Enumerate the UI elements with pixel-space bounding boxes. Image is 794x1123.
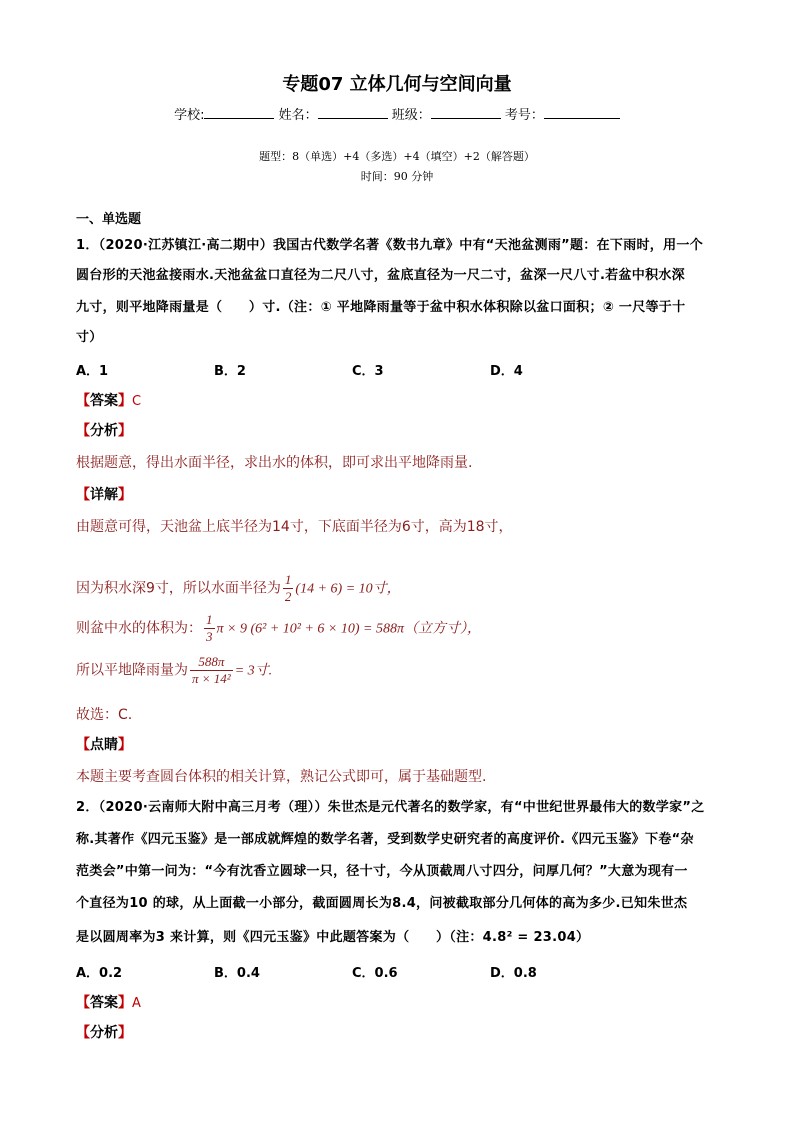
- q1-option-a: A．1: [76, 364, 109, 379]
- q1-answer: 【答案】C: [76, 393, 142, 409]
- q2-line-4: 个直径为10 的球，从上面截一小部分，截面圆周长为8.4，问被截取部分几何体的高为多少.已知朱世杰: [76, 896, 688, 911]
- page-title: 专题07 立体几何与空间向量: [282, 74, 512, 95]
- q2-line-5: 是以圆周率为3 来计算，则《四元玉鉴》中此题答案为（ ）（注：4.8² = 23.04）: [76, 930, 590, 945]
- analysis-tag: 分析: [90, 423, 118, 439]
- detail-3-formula: π × 9 (6² + 10² + 6 × 10) = 588π（立方寸），: [216, 621, 481, 637]
- fraction-half: [283, 572, 294, 605]
- class-blank[interactable]: [431, 106, 501, 119]
- fraction-rainfall: [190, 654, 233, 687]
- q2-answer: 【答案】A: [76, 995, 141, 1011]
- q2-option-b: B．0.4: [214, 966, 260, 981]
- q1-detail-line-2: [76, 572, 401, 605]
- answer-tag: 答案: [90, 995, 118, 1011]
- detail-tag: 详解: [90, 487, 118, 503]
- exam-no-label: 考号：: [504, 108, 544, 123]
- q2-option-c: C．0.6: [352, 966, 398, 981]
- fraction-denominator: π × 14²: [192, 671, 231, 686]
- detail-3-text: 则盆中水的体积为：: [76, 620, 202, 637]
- q1-detail-line-3: [76, 612, 481, 645]
- detail-4-formula: = 3寸.: [234, 663, 273, 679]
- q1-answer-value: C: [132, 394, 142, 409]
- q1-line-1: 1．（2020·江苏镇江·高二期中）我国古代数学名著《数书九章》中有“天池盆测雨”题：在下雨时，用一个: [76, 238, 703, 253]
- comment-tag: 点睛: [90, 737, 118, 753]
- q1-detail-heading: 【详解】: [76, 487, 132, 503]
- fraction-denominator: 3: [206, 629, 213, 644]
- school-label: 学校:: [174, 108, 205, 123]
- analysis-tag: 分析: [90, 1025, 118, 1041]
- name-label: 姓名：: [278, 108, 318, 123]
- q1-comment-heading: 【点睛】: [76, 737, 132, 753]
- q2-answer-value: A: [132, 996, 141, 1011]
- q1-analysis-text: 根据题意，得出水面半径，求出水的体积，即可求出平地降雨量.: [76, 455, 473, 471]
- school-blank[interactable]: [204, 106, 274, 119]
- q1-analysis-heading: 【分析】: [76, 423, 132, 439]
- q1-choose: 故选：C.: [76, 707, 133, 723]
- question-types: 题型：8（单选）+4（多选）+4（填空）+2（解答题）: [259, 150, 535, 163]
- student-info-line: [0, 104, 794, 123]
- answer-tag: 答案: [90, 393, 118, 409]
- fraction-numerator: 1: [206, 612, 213, 627]
- q1-detail-line-4: [76, 654, 272, 687]
- fraction-third: [204, 612, 215, 645]
- class-label: 班级：: [391, 108, 431, 123]
- section-title: 一、单选题: [76, 212, 142, 227]
- q2-line-2: 称.其著作《四元玉鉴》是一部成就辉煌的数学名著，受到数学史研究者的高度评价.《四元玉鉴》下卷“杂: [76, 832, 694, 847]
- fraction-numerator: 1: [284, 572, 292, 587]
- q2-option-d: D．0.8: [490, 966, 537, 981]
- name-blank[interactable]: [318, 106, 388, 119]
- q2-option-a: A．0.2: [76, 966, 123, 981]
- q2-analysis-heading: 【分析】: [76, 1025, 132, 1041]
- exam-no-blank[interactable]: [544, 106, 620, 119]
- fraction-numerator: 588π: [190, 654, 233, 671]
- q1-comment-text: 本题主要考查圆台体积的相关计算，熟记公式即可，属于基础题型.: [76, 769, 487, 785]
- detail-2-formula: (14 + 6) = 10寸，: [295, 581, 401, 597]
- q1-line-2: 圆台形的天池盆接雨水.天池盆盆口直径为二尺八寸，盆底直径为一尺二寸，盆深一尺八寸.若盆中积水深: [76, 268, 685, 283]
- q1-option-c: C．3: [352, 364, 384, 379]
- detail-4-text: 所以平地降雨量为: [76, 662, 188, 679]
- q1-option-b: B．2: [214, 364, 246, 379]
- q1-detail-line-1: 由题意可得，天池盆上底半径为14寸，下底面半径为6寸，高为18寸，: [76, 519, 513, 535]
- exam-time: 时间：90 分钟: [360, 170, 434, 183]
- q1-line-3: 九寸，则平地降雨量是（ ）寸.（注：① 平地降雨量等于盆中积水体积除以盆口面积；② 一尺等于十: [76, 300, 686, 315]
- q1-line-4: 寸）: [76, 330, 103, 345]
- q2-line-1: 2．（2020·云南师大附中高三月考（理））朱世杰是元代著名的数学家，有“中世纪世界最伟大的数学家”之: [76, 800, 705, 815]
- detail-2-text: 因为积水深9寸，所以水面半径为: [76, 580, 281, 597]
- fraction-denominator: 2: [284, 589, 292, 604]
- q1-option-d: D．4: [490, 364, 523, 379]
- q2-line-3: 范类会”中第一问为：“今有沈香立圆球一只，径十寸，今从顶截周八寸四分，问厚几何？”大意为现有一: [76, 864, 688, 879]
